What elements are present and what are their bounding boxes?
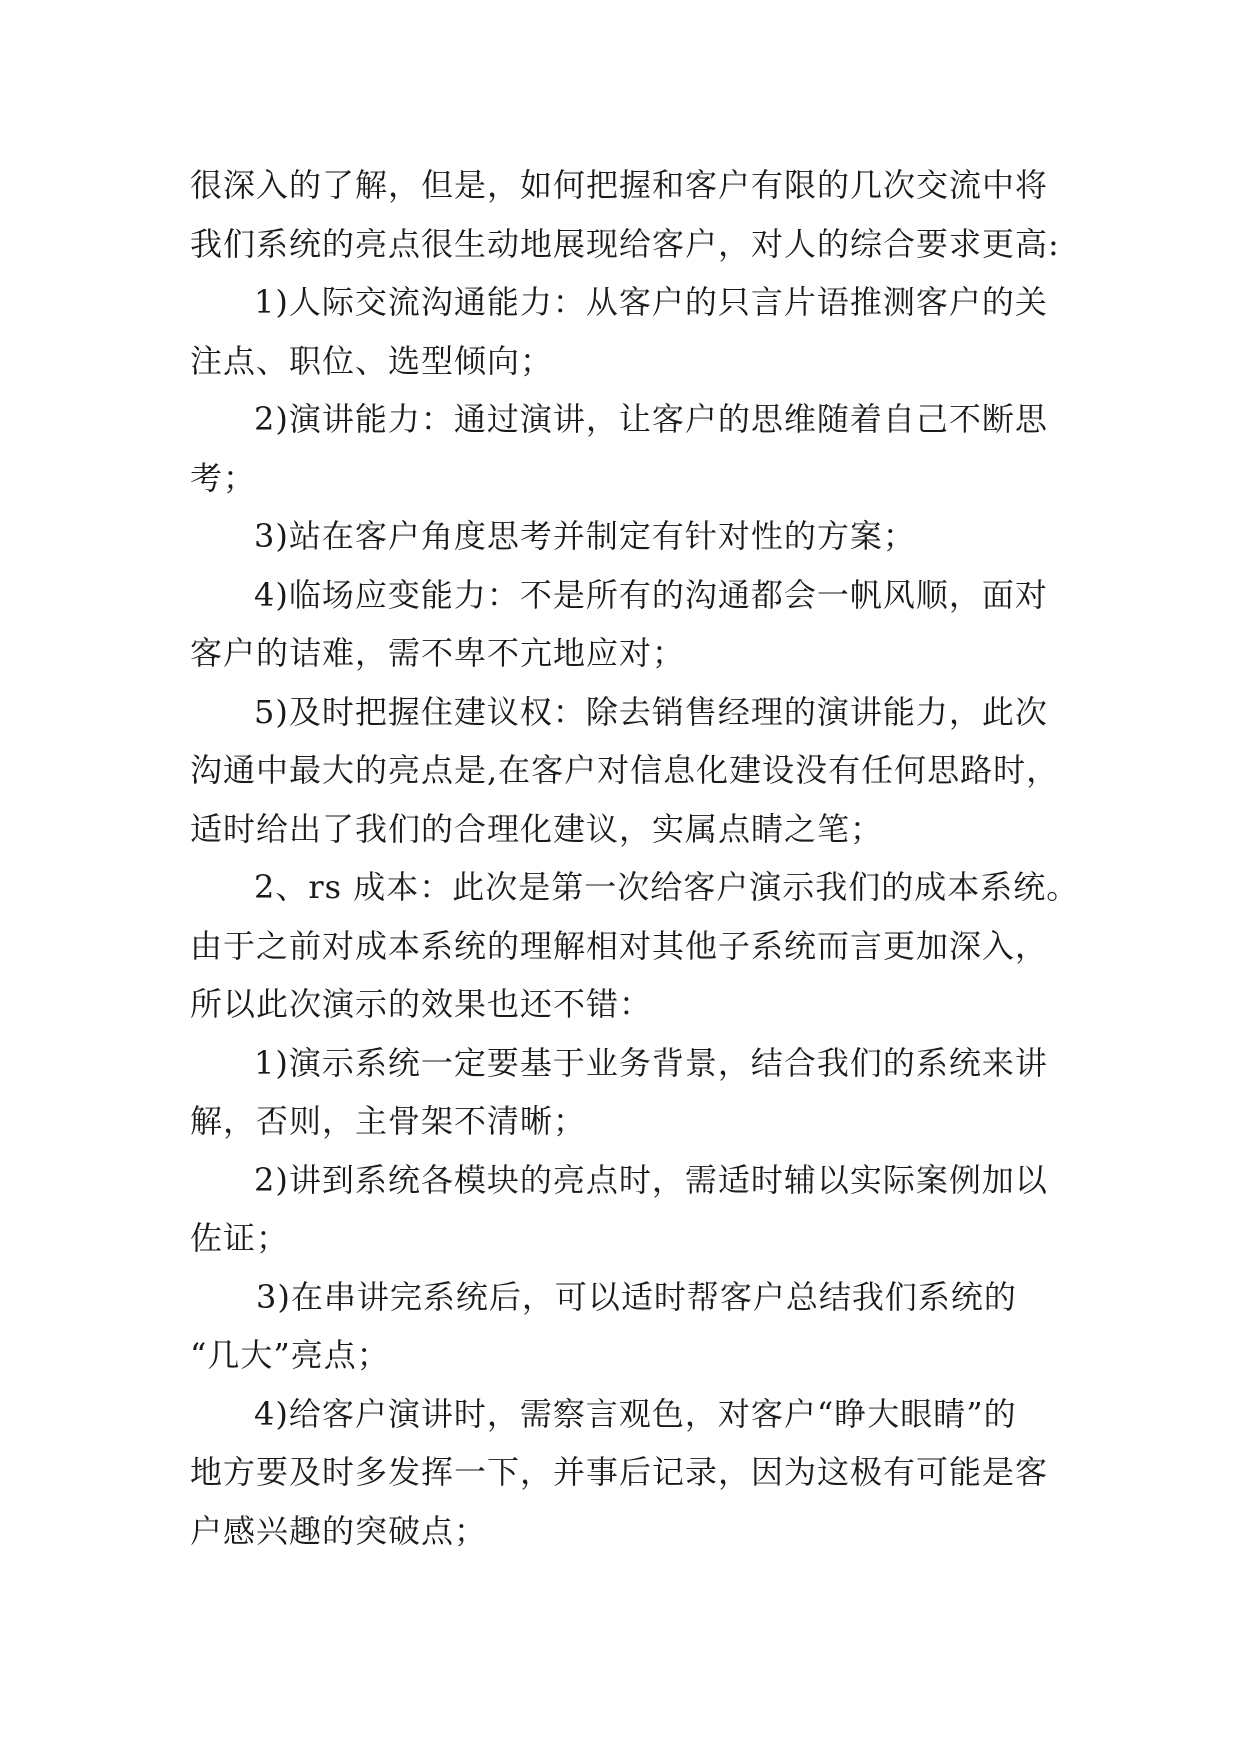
list-item-start: 1)人际交流沟通能力：从客户的只言片语推测客户的关	[254, 283, 1048, 321]
text-line: 沟通中最大的亮点是,在客户对信息化建设没有任何思路时，	[190, 751, 1060, 789]
text-line: “几大”亮点；	[190, 1336, 390, 1374]
text-line: 注点、职位、选型倾向；	[190, 341, 554, 380]
list-item-start: 3)在串讲完系统后，可以适时帮客户总结我们系统的	[256, 1277, 1017, 1316]
section-heading-line: 2、rs 成本：此次是第一次给客户演示我们的成本系统。	[254, 868, 1080, 906]
list-item-start: 2)讲到系统各模块的亮点时，需适时辅以实际案例加以	[254, 1160, 1048, 1199]
list-item-start: 1)演示系统一定要基于业务背景，结合我们的系统来讲	[254, 1043, 1048, 1082]
text-line: 很深入的了解，但是，如何把握和客户有限的几次交流中将	[190, 166, 1049, 204]
text-line: 客户的诘难，需不卑不亢地应对；	[190, 634, 686, 672]
text-line: 所以此次演示的效果也还不错：	[190, 985, 653, 1023]
text-line: 户感兴趣的突破点；	[190, 1511, 488, 1550]
list-item-start: 2)演讲能力：通过演讲，让客户的思维随着自己不断思	[254, 400, 1048, 438]
text-line: 适时给出了我们的合理化建议，实属点睛之笔；	[190, 809, 884, 848]
text-line: 地方要及时多发挥一下，并事后记录，因为这极有可能是客	[190, 1453, 1049, 1491]
list-item-start: 3)站在客户角度思考并制定有针对性的方案；	[254, 517, 916, 555]
text-line: 由于之前对成本系统的理解相对其他子系统而言更加深入，	[190, 926, 1049, 965]
text-line: 佐证；	[190, 1219, 290, 1257]
list-item-start: 5)及时把握住建议权：除去销售经理的演讲能力，此次	[254, 692, 1048, 731]
list-item-start: 4)给客户演讲时，需察言观色，对客户“睁大眼睛”的	[254, 1394, 1017, 1433]
text-line: 解，否则，主骨架不清晰；	[190, 1102, 587, 1140]
text-line: 考；	[190, 458, 257, 497]
text-line: 我们系统的亮点很生动地展现给客户，对人的综合要求更高:	[190, 224, 1060, 263]
list-item-start: 4)临场应变能力：不是所有的沟通都会一帆风顺，面对	[254, 575, 1048, 614]
document-body	[190, 156, 1080, 1560]
